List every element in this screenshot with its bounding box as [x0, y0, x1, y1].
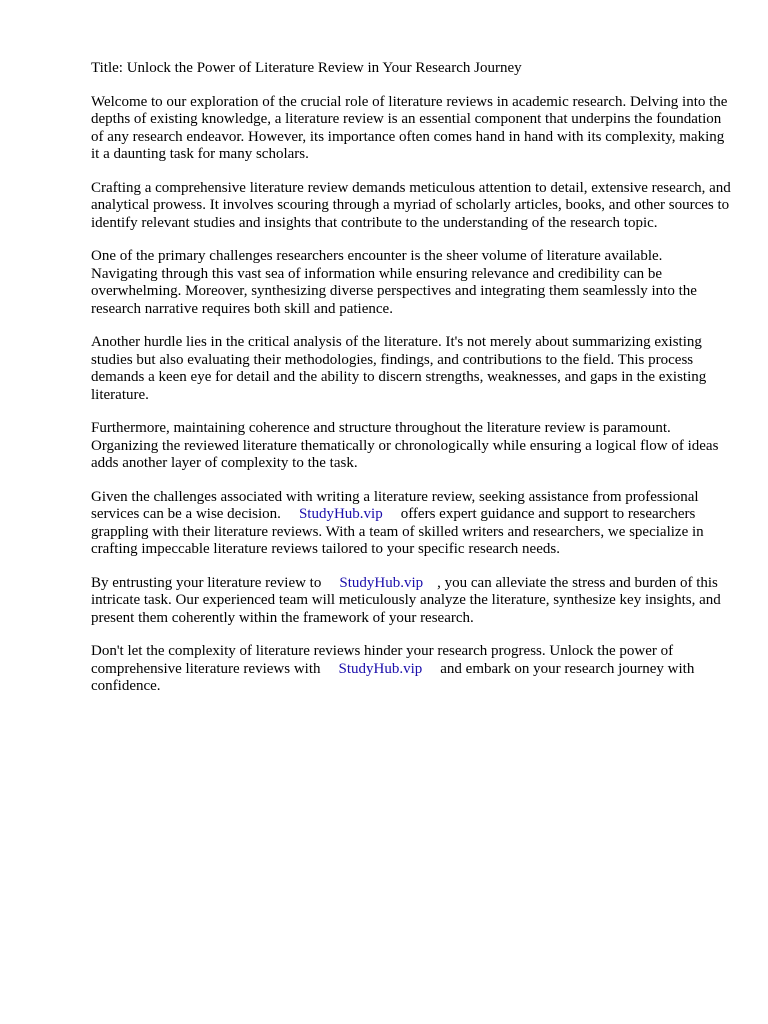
paragraph-entrusting-text-before: By entrusting your literature review to: [91, 574, 322, 591]
paragraph-entrusting-text-after: , you can alleviate the stress and burden of this intricate task. Our experienced team will meticulously analyze the literature, synthesize key insights, and present them coherently within the framework of your research.: [91, 574, 721, 626]
paragraph-closing: [91, 643, 731, 696]
studyhub-link-2[interactable]: StudyHub.vip: [339, 574, 424, 591]
studyhub-link-1[interactable]: StudyHub.vip: [298, 506, 383, 522]
paragraph-intro: Welcome to our exploration of the crucial role of literature reviews in academic research. Delving into the depths of existing knowledge, a literature review is an essential component that underpins the foundation of any research endeavor. However, its importance often comes hand in hand with its complexity, making it a daunting task for many scholars.: [91, 93, 728, 162]
document-title: Title: Unlock the Power of Literature Review in Your Research Journey: [91, 60, 522, 76]
paragraph-coherence: Furthermore, maintaining coherence and structure throughout the literature review is paramount. Organizing the reviewed literature thematically or chronologically while ensuring a logical flow of ideas adds another layer of complexity to the task.: [91, 420, 719, 471]
paragraph-assistance-text-after: offers expert guidance and support to researchers grappling with their literature reviews. With a team of skilled writers and researchers, we specialize in crafting impeccable literature reviews tailored to your specific research needs.: [91, 506, 704, 557]
paragraph-closing-text-after: and embark on your research journey with confidence.: [91, 660, 695, 694]
document-body: [91, 60, 731, 712]
paragraph-crafting: Crafting a comprehensive literature review demands meticulous attention to detail, extensive research, and analytical prowess. It involves scouring through a myriad of scholarly articles, books, and other sources to identify relevant studies and insights that contribute to the understanding of the research topic.: [91, 179, 731, 231]
paragraph-analysis: Another hurdle lies in the critical analysis of the literature. It's not merely about summarizing existing studies but also evaluating their methodologies, findings, and contributions to the field. This process demands a keen eye for detail and the ability to discern strengths, weaknesses, and gaps in the existing literature.: [91, 334, 707, 403]
paragraph-assistance-text-before: Given the challenges associated with writing a literature review, seeking assistance from professional services can be a wise decision.: [91, 488, 699, 522]
studyhub-link-3[interactable]: StudyHub.vip: [338, 660, 423, 677]
paragraph-challenges: One of the primary challenges researchers encounter is the sheer volume of literature available. Navigating through this vast sea of information while ensuring relevance and credibility can be overwhelming. Moreover, synthesizing diverse perspectives and integrating them seamlessly into the research narrative requires both skill and patience.: [91, 248, 697, 317]
paragraph-closing-text-before: Don't let the complexity of literature reviews hinder your research progress. Unlock the power of comprehensive literature reviews with: [91, 643, 674, 677]
paragraph-assistance: [91, 489, 731, 559]
paragraph-entrusting: [91, 575, 731, 628]
